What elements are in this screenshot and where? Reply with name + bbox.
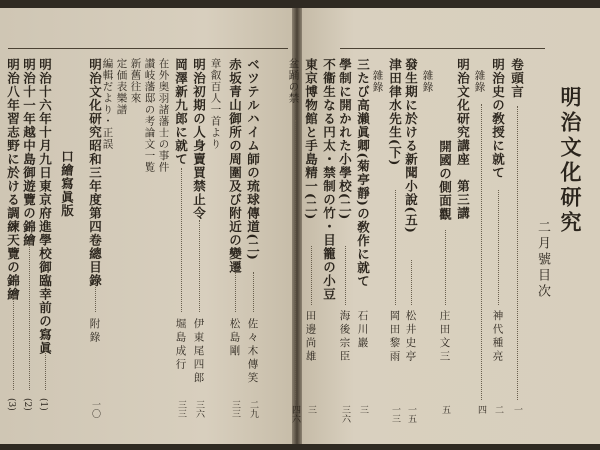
- toc-entry-page: 四: [476, 405, 486, 414]
- leader-dots: [498, 190, 499, 305]
- toc-entry-title: 學制に開かれた小學校(二): [337, 58, 353, 221]
- toc-entry-page: 三: [358, 405, 368, 414]
- toc-entry-page: 二九: [248, 400, 258, 418]
- toc-entry-title: 津田律水先生(下): [387, 58, 403, 167]
- plate-page: (3): [6, 398, 16, 411]
- toc-entry-page: 三三: [176, 400, 186, 418]
- toc-entry-title: 新舊往來: [129, 58, 142, 104]
- leader-dots: [481, 104, 482, 400]
- toc-entry-title: 明治史の敎授に就て: [490, 58, 506, 180]
- toc-entry-title: 章叡百人一首より: [209, 58, 222, 150]
- toc-entry-title: 岡澤新九郎に就て: [173, 58, 189, 166]
- toc-entry-page: 五: [440, 405, 450, 414]
- toc-entry-title: 雜錄: [473, 70, 486, 93]
- toc-entry-page: 一〇: [90, 400, 100, 418]
- toc-entry-author: 松井史亭: [404, 310, 417, 364]
- leader-dots: [253, 272, 254, 312]
- toc-entry-title: 雜錄: [371, 70, 384, 93]
- leader-dots: [45, 348, 46, 390]
- toc-entry-page: 四六: [290, 405, 300, 423]
- toc-entry-page: 一五: [406, 405, 416, 423]
- toc-entry-title: 明治文化研究講座 第三講: [455, 58, 471, 220]
- leader-dots: [517, 106, 518, 400]
- toc-entry-author: 佐々木傳笑: [246, 318, 259, 386]
- leader-dots: [345, 246, 346, 305]
- toc-entry-author: 海後宗臣: [338, 310, 351, 364]
- toc-entry-page: 三三: [230, 400, 240, 418]
- top-rule: [340, 48, 545, 49]
- toc-entry-author: 神代種亮: [491, 310, 504, 364]
- toc-entry-page: 一: [512, 405, 522, 414]
- plate-page: (1): [38, 398, 48, 411]
- plate-title: 明治十六年十月九日東京府進學校御臨幸前の寫眞: [37, 58, 53, 355]
- toc-entry-page: 二: [493, 405, 503, 414]
- leader-dots: [395, 190, 396, 305]
- toc-entry-author: 松島剛: [228, 318, 241, 359]
- toc-entry-page: 三: [306, 405, 316, 414]
- toc-entry-page: 三六: [340, 405, 350, 423]
- toc-entry-author: 伊東尾四郎: [192, 318, 205, 386]
- issue-subtitle: 二月號目次: [535, 220, 550, 300]
- plate-title: 明治十一年越中島御遊覽の錦繪: [21, 58, 37, 247]
- toc-entry-title: 開國の側面觀: [437, 140, 453, 221]
- toc-entry-page: 一三: [390, 405, 400, 423]
- toc-entry-title: 發生期に於ける新聞小說(五): [403, 58, 419, 234]
- magazine-title: 明治文化研究: [558, 86, 583, 236]
- toc-entry-title: 讃岐藩邸の考論文一覧: [143, 58, 156, 173]
- leader-dots: [199, 220, 200, 312]
- leader-dots: [445, 230, 446, 305]
- plate-page: (2): [22, 398, 32, 411]
- plate-title: 明治八年習志野に於ける調練天覽の錦繪: [5, 58, 21, 301]
- leader-dots: [181, 168, 182, 312]
- toc-entry-title: 明治文化研究昭和三年度第四卷總目錄: [87, 58, 103, 288]
- toc-entry-title: 不衞生なる円太・禁制の竹・目籠の小豆: [321, 58, 337, 301]
- toc-entry-title: 東京博物館と手島精一(二): [303, 58, 319, 221]
- toc-entry-page: 三六: [194, 400, 204, 418]
- leader-dots: [311, 246, 312, 305]
- toc-entry-author: 岡田黎雨: [388, 310, 401, 364]
- plates-heading: 口繪寫眞版: [59, 150, 75, 218]
- toc-entry-title: 卷頭言: [509, 58, 525, 99]
- toc-entry-title: 明治初期の人身賣買禁止令: [191, 58, 207, 220]
- toc-entry-title: 盆踊の禁: [287, 58, 300, 104]
- toc-entry-title: 三たび高瀨眞卿(菊亭靜)の敎作に就て: [355, 58, 371, 288]
- toc-entry-title: 定価表樂譜: [115, 58, 128, 116]
- leader-dots: [235, 272, 236, 312]
- leader-dots: [411, 260, 412, 305]
- left-top-rule: [8, 48, 288, 49]
- toc-entry-author: 堀島成行: [174, 318, 187, 372]
- toc-entry-author: 庄田文三: [438, 310, 451, 364]
- toc-entry-title: 赤坂青山御所の周圍及び附近の變遷: [227, 58, 243, 274]
- toc-entry-title: 編輯だより・正誤: [101, 58, 114, 150]
- leader-dots: [295, 120, 296, 400]
- leader-dots: [13, 296, 14, 390]
- toc-entry-author: 附錄: [88, 318, 101, 345]
- toc-entry-title: 在外奥羽諸藩士の事件: [157, 58, 170, 173]
- toc-entry-author: 石川巖: [356, 310, 369, 351]
- toc-entry-author: 田邊尚雄: [304, 310, 317, 364]
- leader-dots: [29, 244, 30, 390]
- toc-entry-title: 雜錄: [421, 70, 434, 93]
- toc-entry-title: ベツテルハイム師の琉球傳道(二): [245, 58, 261, 261]
- leader-dots: [95, 285, 96, 312]
